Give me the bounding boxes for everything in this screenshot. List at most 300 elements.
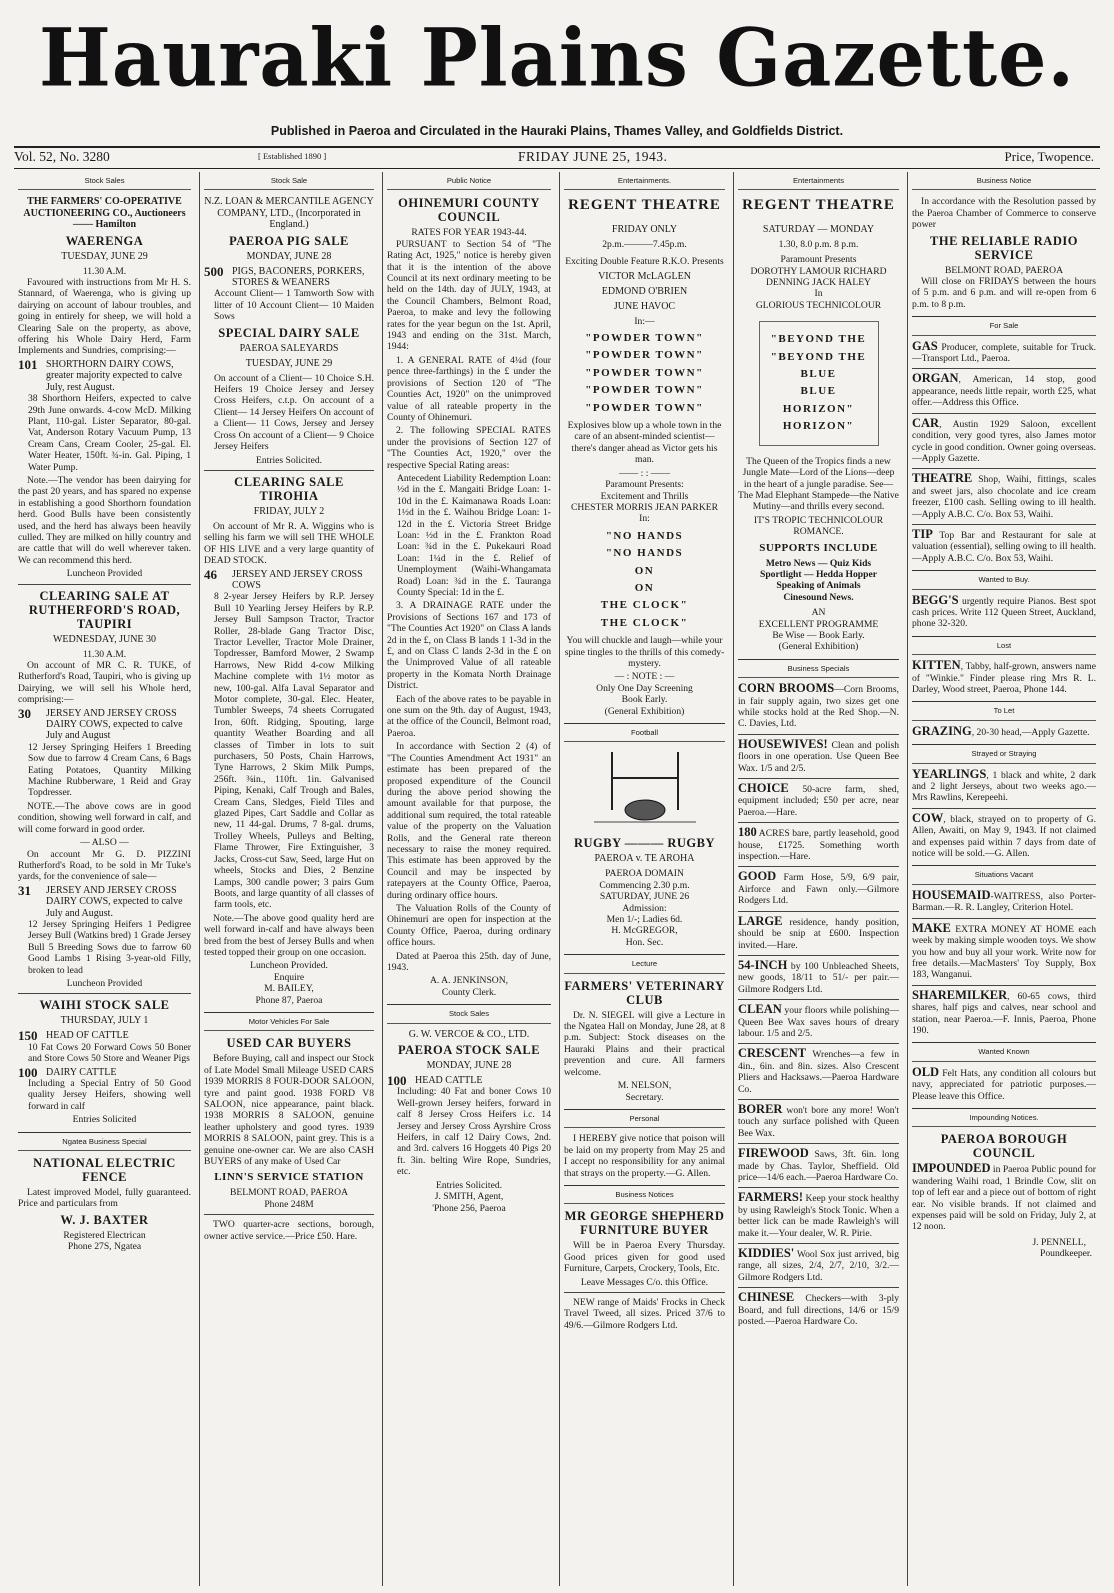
- match-time: Commencing 2.30 p.m.: [599, 879, 690, 891]
- column-heading: Entertainments: [738, 172, 899, 190]
- classified-ad: [912, 473, 1096, 520]
- column-entertainments: [559, 172, 729, 1586]
- film-title: "NO HANDS: [605, 529, 684, 542]
- classified-ad: [912, 373, 1096, 408]
- divider: [738, 911, 899, 912]
- luncheon-note: Luncheon Provided.: [250, 960, 328, 972]
- section-heading: Stock Sales: [387, 1004, 551, 1023]
- notice-paragraph: PURSUANT to Section 54 of "The Rating Act, 1925," notice is hereby given that it is the intention of the above Council at its next ordinary meeting to be held on the 14th. day of JULY, 1943, at the Council Chambers, Belmont Road, Paeroa, to make and levy the following rates for the year begun on the 1st. April, 1943 and ending on the 31st. March, 1944:: [387, 238, 551, 353]
- ad-text: Shop, Waihi, fittings, scales and sweet jars, also chocolate and ice cream freezer, £100 cash. Selling owing to ill health.—Apply A.B.C. C/o. Box 53, Waihi.: [912, 474, 1096, 520]
- film-title: "POWDER TOWN": [585, 401, 704, 414]
- ad-keyword: SHAREMILKER: [912, 987, 1008, 1002]
- ad-keyword: CAR: [912, 415, 940, 430]
- classified-ad: [738, 1148, 899, 1183]
- agent-phone: 'Phone 256, Paeroa: [432, 1202, 506, 1214]
- divider: [18, 993, 191, 994]
- notice-title: OHINEMURI COUNTY COUNCIL: [398, 196, 540, 225]
- support-item: Speaking of Animals: [776, 580, 861, 592]
- ad-text: Clean and polish floors in one operation. Use Queen Bee Wax. 1/5 and 2/5.: [738, 739, 899, 774]
- programme-note: EXCELLENT PROGRAMME: [758, 618, 879, 630]
- ad-keyword: COW: [912, 810, 944, 825]
- ad-keyword: MAKE: [912, 920, 951, 935]
- in-label: In:: [639, 513, 650, 525]
- classified-ad: [912, 1064, 1096, 1102]
- personal-notice: I HEREBY give notice that poison will be laid on my property from May 25 and I accept no responsibility for any animal that strays on the property.—G. Allen.: [564, 1133, 725, 1179]
- sale-note: NOTE.—The above cows are in good condition, showing well forward in calf, and will come forward in good order.: [18, 800, 191, 835]
- support-item: Cinesound News.: [783, 591, 854, 603]
- ad-address: BELMONT ROAD, PAEROA: [944, 264, 1064, 276]
- lot-description: DAIRY CATTLE: [46, 1066, 117, 1078]
- signatory-name: A. A. JENKINSON,: [429, 975, 509, 987]
- classified-ad: [912, 338, 1096, 365]
- sale-intro: On account of Mr R. A. Wiggins who is selling his farm we will sell THE WHOLE OF HIS LIVE and a very large quantity of DEAD STOCK.: [204, 520, 374, 567]
- notice-intro: In accordance with the Resolution passed by the Paeroa Chamber of Commerce to conserve power: [912, 196, 1096, 231]
- ad-keyword: FARMERS!: [738, 1190, 804, 1205]
- issue-price: Price, Twopence.: [1004, 149, 1094, 164]
- ad-text: Before Buying, call and inspect our Stock of Late Model Small Mileage USED CARS 1939 MORRIS 8 FOUR-DOOR SALOON, tyre and paint good. 1938 FORD V8 SALOON, nice appearance, paint black. 1938 MORRIS 8 SALOON, genuine leather upholstery and good tyres. 1939 MORRIS 8 SALOON, paint grey. This is a genuine one-owner car. We are also CASH BUYERS of any make of Used Car: [204, 1053, 374, 1168]
- masthead-title: Hauraki Plains Gazette.: [39, 10, 1075, 105]
- divider: [738, 734, 899, 735]
- ad-text: in Paeroa Public pound for wandering Waihi road, 1 Brindle Cow, slit on top of left ear and a piece out of bottom of right ear. No visible brands. If not claimed and expenses paid will be sold on Friday, July 2, at 12 noon.: [912, 1164, 1096, 1233]
- section-heading: For Sale: [912, 316, 1096, 335]
- secretary-title: Hon. Sec.: [625, 936, 664, 948]
- ad-keyword: CLEAN: [738, 1002, 782, 1017]
- bill-note: Exciting Double Feature R.K.O. Presents: [565, 256, 724, 268]
- ad-text: won't bore any more! Won't touch any surface polished with Queen Bee Wax.: [738, 1104, 899, 1139]
- lot-description: SHORTHORN DAIRY COWS, greater majority expected to calve July, rest August.: [46, 358, 183, 393]
- publication-line: Published in Paeroa and Circulated in the Hauraki Plains, Thames Valley, and Goldfields District.: [270, 124, 844, 138]
- ad-keyword: ORGAN: [912, 371, 959, 386]
- ad-title: USED CAR BUYERS: [226, 1036, 352, 1051]
- classified-ad: NEW range of Maids' Frocks in Check Travel Tweed, all sizes. Priced 37/6 to 49/6.—Gilmore Rodgers Ltd.: [564, 1296, 725, 1331]
- film-description: The Queen of the Tropics finds a new Jungle Mate—Lord of the Lions—deep in the heart of a jungle paradise. See—The Mad Elephant Stampede—the Native Mutiny—and thrills every second.: [738, 455, 899, 513]
- entries-note: Entries Solicited.: [435, 1179, 503, 1191]
- sale-title: CLEARING SALE TIROHIA: [234, 474, 344, 503]
- support-item: Metro News — Quiz Kids: [765, 557, 872, 569]
- column-stock-sale: [199, 172, 378, 1586]
- club-text: Dr. N. SIEGEL will give a Lecture in the Ngatea Hall on Monday, June 28, at 8 p.m. Subject: Stock diseases on the Hauraki Plains and their practical prevention and cure. All farmers welcome.: [564, 1009, 725, 1078]
- lot-count: 100: [387, 1073, 407, 1089]
- classified-ad: [912, 887, 1096, 914]
- match-teams: PAEROA v. TE AROHA: [594, 853, 695, 865]
- ad-text: Wool Sox just arrived, big range, all sizes, 2/4, 2/7, 2/10, 3/2.—Gilmore Rodgers Ltd.: [738, 1249, 899, 1283]
- in-label: In:—: [634, 315, 655, 327]
- book-note: Be Wise — Book Early.: [772, 629, 865, 641]
- divider: [18, 584, 191, 585]
- lot-count: 31: [18, 882, 31, 898]
- advertiser-role: Registered Electrican: [63, 1229, 146, 1241]
- club-title: FARMERS' VETERINARY CLUB: [564, 978, 725, 1007]
- established-note: [ Established 1890 ]: [258, 151, 327, 161]
- lot-count: 46: [204, 566, 217, 582]
- section-heading: Strayed or Straying: [912, 744, 1096, 763]
- sale-items: 10 Fat Cows 20 Forward Cows 50 Boner and Store Cows 50 Store and Weaner Pigs: [28, 1041, 191, 1065]
- section-heading: Business Notices: [564, 1185, 725, 1204]
- film-title: HORIZON": [782, 402, 855, 415]
- ad-text: , Tabby, half-grown, answers name of "Winkie." Finder please ring Mrs R. L. Darley, Wood street, Paeroa, Phone 144.: [912, 661, 1096, 695]
- ad-text: Will close on FRIDAYS between the hours of 5 p.m. and 6 p.m. and will re-open from 6 p.m. to 8 p.m.: [912, 276, 1096, 310]
- star-name: JUNE HAVOC: [613, 300, 676, 312]
- contact-phone: Phone 87, Paeroa: [255, 994, 323, 1006]
- divider: [738, 822, 899, 823]
- agent-name: J. SMITH, Agent,: [434, 1191, 504, 1203]
- sale-place: PAEROA SALEYARDS: [239, 342, 339, 354]
- divider: [738, 1287, 899, 1288]
- ad-text: Felt Hats, any condition all colours but navy, appreciated for patriotic purposes.—Please leave this Office.: [912, 1067, 1096, 1102]
- supports-heading: SUPPORTS INCLUDE: [759, 541, 878, 554]
- divider: [912, 368, 1096, 369]
- station-address: BELMONT ROAD, PAEROA: [229, 1187, 349, 1199]
- advertiser-name: W. J. BAXTER: [60, 1212, 149, 1227]
- ad-keyword: CORN BROOMS: [738, 681, 835, 696]
- an-label: AN: [811, 607, 826, 619]
- admission-prices: Men 1/-; Ladies 6d.: [606, 914, 683, 926]
- ad-text: Producer, complete, suitable for Truck.—Transport Ltd., Paeroa.: [912, 341, 1096, 365]
- auctioneer-name: THE FARMERS' CO-OPERATIVE AUCTIONEERING CO., Auctioneers —— Hamilton: [23, 196, 186, 231]
- divider: [204, 1214, 374, 1215]
- volume-number: Vol. 52, No. 3280: [14, 149, 110, 164]
- ad-keyword: GRAZING: [912, 723, 972, 738]
- sale-items: 12 Jersey Springing Heifers 1 Breeding Sow due to farrow 4 Cream Cans, 6 Bags Eating Potatoes, Quantity Milking Machine Rubberware, 1 Reid and Gray Topdresser.: [28, 741, 191, 799]
- lot-count: 100: [18, 1064, 38, 1080]
- ad-keyword: CRESCENT: [738, 1046, 807, 1061]
- business-ads-list: [738, 683, 899, 1327]
- sale-date: TUESDAY, JUNE 29: [61, 250, 148, 262]
- divider: [738, 866, 899, 867]
- divider: [912, 985, 1096, 986]
- classified-ad: [912, 766, 1096, 804]
- ad-text: your floors while polishing—Queen Bee Wax saves hours of dreary labour. 1/5 and 2/5.: [738, 1005, 899, 1039]
- sale-intro: Favoured with instructions from Mr H. S. Stannard, of Waerenga, who is giving up dairying on account of labour troubles, and going in entirely for sheep, we will hold a Clearing Sale on the property, as above, offering his Whole Dairy Herd, Farm Implements and Sundries, comprising:—: [18, 277, 191, 357]
- lot-entry: [18, 1028, 191, 1044]
- sale-date: TUESDAY, JUNE 29: [245, 357, 333, 369]
- sale-note: Note.—The vendor has been dairying for the past 20 years, and has spared no expense in establishing a good Shorthorn foundation herd. Good Bulls have been consistently used, and the herd has always been heavily culled. They are milked on hilly country and are cattle that will do well wherever taken. We can recommend this herd.: [18, 474, 191, 566]
- ad-keyword: YEARLINGS: [912, 766, 987, 781]
- book-note: Book Early.: [621, 694, 668, 706]
- signatory-title: County Clerk.: [441, 986, 497, 998]
- notice-paragraph: 1. A GENERAL RATE of 4¼d (four pence three-farthings) in the £ under the provisions of Section 120 of "The Counties Act, 1920" on the unimproved value of all rateable property in the County of Ohinemuri.: [387, 354, 551, 423]
- ad-text: , 20-30 head,—Apply Gazette.: [971, 726, 1090, 738]
- notice-subtitle: RATES FOR YEAR 1943-44.: [411, 227, 527, 239]
- film-title: ON: [634, 581, 655, 594]
- ad-text: , black, strayed on to property of G. Allen, Awaiti, on May 9, 1943. If not claimed and expenses paid within 7 days from date of notice will be sold.—G. Allen.: [912, 813, 1096, 860]
- ad-text: urgently require Pianos. Best spot cash prices. Write 112 Queen Street, Auckland, phone 32-320.: [912, 595, 1096, 630]
- film-title: THE CLOCK": [600, 599, 689, 612]
- classified-ad: [738, 1048, 899, 1095]
- sale-items: 8 2-year Jersey Heifers by R.P. Jersey Bull 10 Yearling Jersey Heifers by R.P. Jersey Bull Sampson Tractor, Tractor Roller, 28-blade Gang Tractor Disc, Tractor Leveller, Tractor Mole Drainer, Topdresser, Bamford Mower, 2 Swamp Harrows, New Ridd 4-cow Milking Machine complete with 1½ motor as new, 100-gal. Alfa Laval Separator and Motor complete, 30-gal. Elec. Heater, Tumbler Sweeps, 74 sheets Corrugated Iron, 60ft. Ridging, Spouting, large quantity Weather Boarding and all classes of Timber in lots to suit purchasers, 50 Posts, Chain Harrows, Tyne Harrows, 2 Skim Milk Pumps, 256ft. ⅜in., 110ft. 1in. Galvanised Piping, Kenaki, Calf Trough and Bales, Cream Cans, Sledges, Field Tiles and glazed Pipes, Cart Saddle and Collar as new, 11 44-gal. Drums, 7 8-gal. drums, Trolley Wheels, Pulleys and Belting, Flame Thrower, Fire Extinguisher, 3 Jacks, Cross-cut Saw, Seed, large Hut on wheels, Stocks and Dies, 2 Benzine Lamps, 300 candle power; 3 pairs Gum Boots, and large quantity of all classes of farm tools, etc.: [214, 591, 374, 911]
- classified-ad: [738, 1192, 899, 1239]
- sale-title: PAEROA STOCK SALE: [397, 1043, 541, 1058]
- classified-ad: [912, 723, 1096, 738]
- section-heading: Wanted to Buy.: [912, 570, 1096, 589]
- column-heading: Public Notice: [387, 172, 551, 190]
- lot-description: JERSEY AND JERSEY CROSS DAIRY COWS, expected to calve July and August: [46, 707, 183, 742]
- exhibition-note: (General Exhibition): [778, 641, 859, 653]
- ad-keyword: IMPOUNDED: [912, 1161, 991, 1176]
- film-title: BLUE: [800, 368, 837, 381]
- section-heading: Wanted Known: [912, 1042, 1096, 1061]
- divider: [738, 955, 899, 956]
- classified-ad: [912, 810, 1096, 860]
- keeper-title: Poundkeeper.: [1040, 1248, 1092, 1260]
- ad-contact: Leave Messages C/o. this Office.: [580, 1276, 709, 1288]
- ad-title: THE RELIABLE RADIO SERVICE: [930, 233, 1078, 262]
- agency-name: N.Z. LOAN & MERCANTILE AGENCY COMPANY, LTD., (Incorporated in England.): [204, 196, 374, 231]
- film-box: [759, 321, 879, 445]
- sale-date: WEDNESDAY, JUNE 30: [52, 633, 157, 645]
- classified-ad: [738, 871, 899, 906]
- second-rule: [14, 168, 1100, 169]
- ad-text: Will be in Paeroa Every Thursday. Good prices given for good used Furniture, Carpets, Crockery, Tools, Etc.: [564, 1240, 725, 1275]
- divider: [738, 999, 899, 1000]
- lot-entry: [387, 1073, 551, 1089]
- star-name: EDMOND O'BRIEN: [601, 285, 688, 297]
- ad-text: —Corn Brooms, in fair supply again, two sizes get one while stocks hold at the Red Shop.—N. C. Davies, Ltd.: [738, 684, 899, 730]
- note-text: Only One Day Screening: [596, 682, 693, 694]
- divider: [564, 1292, 725, 1293]
- ad-text: , American, 14 stop, good appearance, needs little repair, worth £25, what offer.—Address this Office.: [912, 374, 1096, 409]
- ad-keyword: KIDDIES': [738, 1246, 795, 1261]
- lot-description: PIGS, BACONERS, PORKERS, STORES & WEANERS: [232, 265, 365, 289]
- sale-date: MONDAY, JUNE 28: [246, 250, 332, 262]
- lot-entry: [18, 705, 191, 742]
- ad-keyword: BORER: [738, 1101, 783, 1116]
- ad-text: Saws, 3ft. 6in. long made by Chas. Taylor, Sheffield. Old price—14/6 each.—Paeroa Hardware Co.: [738, 1149, 899, 1183]
- notice-paragraph: Each of the above rates to be payable in one sum on the 9th. day of August, 1943, at the office of the Council, Belmont road, Paeroa.: [387, 693, 551, 739]
- ad-keyword: FIREWOOD: [738, 1146, 809, 1161]
- classified-ad: [912, 1163, 1096, 1232]
- ad-text: Top Bar and Restaurant for sale at valuation (essential), selling owing to ill health.—Apply A.B.C. C/o. Box 53, Waihi.: [912, 529, 1096, 564]
- ad-keyword: LARGE: [738, 913, 783, 928]
- classified-ad: [738, 1004, 899, 1039]
- notice-paragraph: Dated at Paeroa this 25th. day of June, 1943.: [387, 950, 551, 973]
- ad-title: MR GEORGE SHEPHERD FURNITURE BUYER: [564, 1209, 725, 1238]
- section-heading: Business Specials: [738, 659, 899, 678]
- divider: [912, 524, 1096, 525]
- advertiser-phone: Phone 27S, Ngatea: [67, 1241, 142, 1253]
- lot-entry: [204, 263, 374, 289]
- film-title: HORIZON": [782, 420, 855, 433]
- divider: [738, 1143, 899, 1144]
- notice-paragraph: Antecedent Liability Redemption Loan: ½d in the £. Mangaiti Bridge Loan: 1-10d in the £. Kaimanawa Roads Loan: 1½d in the £. Waihou Bridge Loan: 1-12d in the £. Victoria Street Bridge Loan: ½d in the £. Frankton Road Loan: ¾d in the £. Pukekauri Road Loan: 1¼d in the £. Relief of Unemployment (Waihi-Whangamata Road) Loan: ¾d in the £. Tauranga County Special: 1d in the £.: [397, 472, 551, 598]
- lot-description: JERSEY AND JERSEY CROSS DAIRY COWS, expected to calve July and August.: [46, 884, 183, 919]
- star-name: VICTOR McLAGLEN: [598, 270, 691, 282]
- notice-paragraph: The Valuation Rolls of the County of Ohinemuri are open for inspection at the County Office, Paeroa, during ordinary office hours.: [387, 902, 551, 949]
- lot-count: 500: [204, 263, 224, 279]
- column-public-notice: [382, 172, 555, 1586]
- section-heading: Lecture: [564, 954, 725, 973]
- film-title: BLUE: [800, 385, 837, 398]
- sale-title: WAIHI STOCK SALE: [39, 998, 170, 1013]
- luncheon-note: Luncheon Provided: [66, 568, 143, 580]
- divider: [204, 470, 374, 471]
- ad-text: by 100 Unbleached Sheets, new goods, 18/11 to 51/- per pair.—Gilmore Rodgers Ltd.: [738, 960, 899, 995]
- classified-ad: [738, 1101, 899, 1139]
- sale-title: WAERENGA: [65, 233, 144, 248]
- classified-ad: [738, 683, 899, 730]
- lot-entry: [204, 566, 374, 592]
- ad-keyword: 54-INCH: [738, 957, 788, 972]
- classified-ad: [738, 783, 899, 818]
- sale-items: Including: 40 Fat and boner Cows 10 Well-grown Jersey heifers, forward in calf 8 Jersey Cross Heifers i.c. 14 Jersey and Jersey Cross Ayrshire Cross Heifers, in calf 12 Dairy Cows, 2nd. and 3rd. calvers 16 Hoggets 40 Pigs 20 ft. 3in. belting Wire Rope, Sundries, etc.: [397, 1086, 551, 1178]
- star-names: DOROTHY LAMOUR RICHARD DENNING JACK HALEY: [750, 265, 887, 289]
- classified-ad: [912, 660, 1096, 695]
- ad-text: EXTRA MONEY AT HOME each week by making simple wooden toys. We show you how and buy all your work. Write now for free details.—MacMasters' Toy Supply, Box 183, Wanganui.: [912, 923, 1096, 981]
- ad-text: Latest improved Model, fully guaranteed. Price and particulars from: [18, 1187, 191, 1210]
- lot-description: HEAD CATTLE: [415, 1075, 483, 1087]
- classified-ad: [738, 957, 899, 995]
- club-signatory-title: Secretary.: [625, 1091, 664, 1103]
- tropic-note: IT'S TROPIC TECHNICOLOUR ROMANCE.: [753, 514, 884, 538]
- theatre-title: REGENT THEATRE: [568, 197, 721, 214]
- secretary-name: H. McGREGOR,: [611, 925, 678, 937]
- ad-text: -WAITRESS, also Porter-Barman.—R. R. Langley, Criterion Hotel.: [912, 890, 1096, 914]
- show-day: SATURDAY — MONDAY: [762, 223, 875, 235]
- club-signatory: M. NELSON,: [617, 1080, 672, 1092]
- divider: [738, 1243, 899, 1244]
- match-day: SATURDAY, JUNE 26: [599, 891, 690, 903]
- classified-ad: [738, 827, 899, 862]
- notice-paragraph: In accordance with Section 2 (4) of "The Counties Amendment Act 1931" an estimate has been prepared of the proposed expenditure of the Council during the above period showing the amount available for that purpose, the additional sum required, the total rateable value of the property on the Valuation Rolls, and the General rate thereon necessary to raise the money required. This estimate has been approved by the Council and may be inspected by ratepayers at the County Office, Paeroa, during ordinary office hours.: [387, 741, 551, 901]
- lot-description: JERSEY AND JERSEY CROSS COWS: [232, 568, 363, 591]
- film-description: You will chuckle and laugh—while your spine tingles to the thrills of this comedy-mystery.: [564, 635, 725, 669]
- ad-keyword: OLD: [912, 1064, 940, 1079]
- section-heading: Impounding Notices.: [912, 1108, 1096, 1127]
- ad-keyword: KITTEN: [912, 658, 961, 673]
- classified-ad: [738, 1248, 899, 1283]
- keeper-name: J. PENNELL,: [1032, 1236, 1086, 1248]
- ad-keyword: 180: [738, 825, 757, 840]
- station-name: LINN'S SERVICE STATION: [214, 1171, 364, 1184]
- ad-text: Farm Hose, 5/9, 6/9 pair, Airforce and Fawn only.—Gilmore Rodgers Ltd.: [738, 872, 899, 907]
- classified-ad: [912, 415, 1096, 465]
- column-entertainments-2: [733, 172, 903, 1586]
- ad-text: 50-acre farm, shed, equipment included; £50 per acre, near Paeroa.—Hare.: [738, 784, 899, 818]
- section-heading: Situations Vacant: [912, 865, 1096, 884]
- entries-note: Entries Solicited: [72, 1114, 137, 1126]
- entries-note: Entries Solicited.: [255, 454, 323, 466]
- ad-keyword: HOUSEMAID: [912, 887, 991, 902]
- divider: [912, 413, 1096, 414]
- sale-note: Note.—The above good quality herd are well forward in-calf and have always been bred from the best of Jersey Bulls and when tested topped their group on one occasion.: [204, 912, 374, 958]
- star-names: CHESTER MORRIS JEAN PARKER: [570, 501, 719, 513]
- ad-keyword: THEATRE: [912, 471, 973, 486]
- film-title: ON: [634, 564, 655, 577]
- divider: [738, 1187, 899, 1188]
- column-heading: Business Notice: [912, 172, 1096, 190]
- exhibition-note: (General Exhibition): [604, 705, 685, 717]
- ad-keyword: BEGG'S: [912, 592, 959, 607]
- excite-label: Excitement and Thrills: [600, 490, 689, 502]
- ad-text: Checkers—with 3-ply Board, and full directions, 14/6 or 15/9 posted.—Paeroa Hardware Co.: [738, 1293, 899, 1328]
- divider: [912, 468, 1096, 469]
- ad-text: , 1 black and white, 2 dark and 2 light Jerseys, about two weeks ago.—Mrs Rawlins, Kerepeehi.: [912, 769, 1096, 804]
- sale-date: THURSDAY, JULY 1: [60, 1015, 149, 1027]
- divider: [738, 778, 899, 779]
- ad-keyword: CHINESE: [738, 1290, 795, 1305]
- classified-ad: [912, 592, 1096, 630]
- notice-paragraph: 2. The following SPECIAL RATES under the provisions of Section 127 of "The Counties Act, 1920," over the respective Special Rating areas:: [387, 425, 551, 471]
- council-title: PAEROA BOROUGH COUNCIL: [940, 1132, 1068, 1161]
- divider: [738, 1099, 899, 1100]
- issue-date: FRIDAY JUNE 25, 1943.: [518, 149, 668, 164]
- ad-keyword: GAS: [912, 338, 938, 353]
- film-title: "BEYOND THE: [770, 350, 867, 363]
- station-phone: Phone 248M: [264, 1198, 314, 1210]
- section-heading: To Let: [912, 701, 1096, 720]
- classified-ad: [738, 913, 899, 951]
- film-title: "BEYOND THE: [770, 333, 867, 346]
- technicolour-note: GLORIOUS TECHNICOLOUR: [755, 299, 882, 311]
- notice-paragraph: 3. A DRAINAGE RATE under the Provisions of Sections 167 and 173 of "The Counties Act 1920" on Class A lands 2d in the £, on Class B lands 1 1-3d in the £, and on Class C lands 2-3d in the £ on the Unimproved Value of all rateable property in the Komata North Drainage District.: [387, 600, 551, 692]
- ad-text: residence, handy position, should be snip at £600. Inspection invited.—Hare.: [738, 916, 899, 951]
- lot-entry: [18, 1064, 191, 1080]
- lot-entry: [18, 882, 191, 919]
- ad-keyword: GOOD: [738, 869, 777, 884]
- ad-keyword: TIP: [912, 526, 933, 541]
- sale-items: Account Client— 1 Tamworth Sow with litter of 10 Account Client— 10 Maiden Sows: [214, 288, 374, 323]
- ad-title: NATIONAL ELECTRIC FENCE: [33, 1156, 176, 1185]
- section-heading: Football: [564, 723, 725, 742]
- lot-count: 30: [18, 705, 31, 721]
- support-item: Sportlight — Hedda Hopper: [759, 568, 877, 580]
- section-heading: Lost: [912, 636, 1096, 655]
- sale-items: 38 Shorthorn Heifers, expected to calve 29th June onwards. 4-cow McD. Milking Plant, 110-gal. Lister Separator, 80-gal. Vat, Anderson Rotary Vacuum Pump, 13 Cream Cans, Cream Cooler, 25-gal. El. Water Heater, 150ft. ¾-in. Gal. Piping, 1 Water Pump.: [28, 393, 191, 473]
- rugby-goalposts-illustration: [590, 748, 700, 830]
- sale-time: 11.30 A.M.: [82, 648, 127, 660]
- sale-title: PAEROA PIG SALE: [229, 233, 349, 248]
- also-heading: — ALSO —: [80, 837, 129, 849]
- classified-ad: [738, 1292, 899, 1327]
- classified-ad: [738, 736, 899, 774]
- match-banner: RUGBY ——— RUGBY: [573, 836, 716, 851]
- column-heading: Stock Sale: [204, 172, 374, 190]
- show-times: 1.30, 8.0 p.m. 8 p.m.: [778, 238, 859, 250]
- film-title: "POWDER TOWN": [585, 332, 704, 345]
- show-times: 2p.m.———7.45p.m.: [602, 238, 687, 250]
- lot-description: HEAD OF CATTLE: [46, 1030, 129, 1042]
- sale-date: MONDAY, JUNE 28: [426, 1060, 512, 1072]
- divider: [912, 808, 1096, 809]
- presents-label: Paramount Presents: [780, 254, 857, 266]
- sale-intro: On account of MR C. R. TUKE, of Rutherford's Road, Taupiri, who is giving up Dairying, we will sell his Whole herd, comprising:—: [18, 660, 191, 706]
- match-venue: PAEROA DOMAIN: [605, 868, 684, 880]
- also-text: On account Mr G. D. PIZZINI Rutherford's Road, to be sold in Mr Tuke's yards, for the convenience of sale—: [18, 848, 191, 883]
- theatre-title: REGENT THEATRE: [742, 197, 895, 214]
- strayed-list: [912, 766, 1096, 860]
- ad-keyword: CHOICE: [738, 781, 789, 796]
- divider: [738, 1043, 899, 1044]
- film-title: "POWDER TOWN": [585, 366, 704, 379]
- column-heading: Stock Sales: [18, 172, 191, 190]
- classified-ad: [912, 526, 1096, 564]
- sale-title: SPECIAL DAIRY SALE: [218, 325, 360, 340]
- ad-text: Wrenches—a few in 4in., 6in. and 8in. sizes. Also Crescent Pliers and Hacksaws.—Paeroa Hardware Co.: [738, 1049, 899, 1095]
- film-title: "POWDER TOWN": [585, 384, 704, 397]
- note-heading: — : NOTE : —: [614, 671, 675, 683]
- column-heading: Entertainments.: [564, 172, 725, 190]
- section-heading: Motor Vehicles For Sale: [204, 1012, 374, 1031]
- ad-keyword: HOUSEWIVES!: [738, 736, 828, 751]
- column-stock-sales: [14, 172, 195, 1586]
- classified-ad: TWO quarter-acre sections, borough, owner active service.—Price £50. Hare.: [204, 1219, 374, 1242]
- sale-items: 12 Jersey Springing Heifers 1 Pedigree Jersey Bull (Watkins bred) 1 Grade Jersey Bull 5 Breeding Sows due to farrow 60 Good Lambs 1 Rising 3-year-old Filly, broken to lead: [28, 918, 191, 976]
- in-label: In: [814, 288, 823, 300]
- film-description: Explosives blow up a whole town in the care of an absent-minded scientist—there's danger ahead as Victor gets his man.: [567, 420, 722, 466]
- enquire-label: Enquire: [273, 971, 305, 983]
- film-title: "POWDER TOWN": [585, 349, 704, 362]
- situations-list: [912, 887, 1096, 1036]
